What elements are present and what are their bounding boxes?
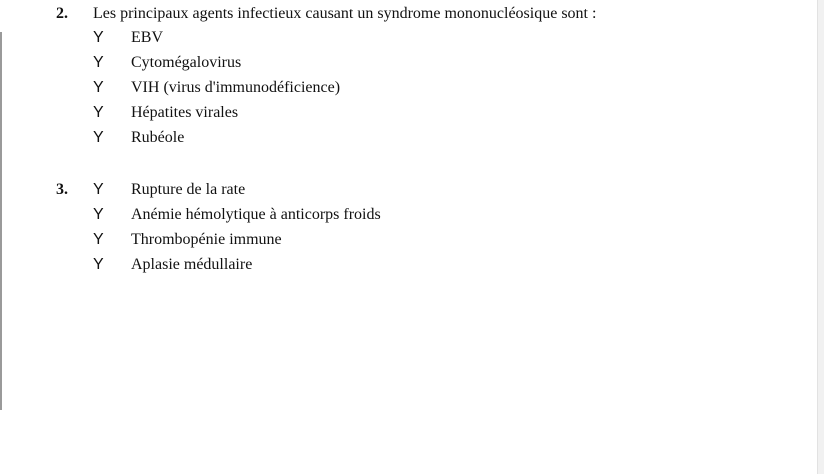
- option-marker: Y: [93, 256, 104, 273]
- right-scroll-edge: [817, 0, 824, 474]
- option-row: [0, 28, 700, 48]
- question-number: 2.: [56, 5, 68, 22]
- option-marker: Y: [93, 79, 104, 96]
- option-row: [0, 180, 700, 200]
- option-row: [0, 53, 700, 73]
- option-text: VIH (virus d'immunodéficience): [131, 79, 341, 96]
- option-marker: Y: [93, 206, 104, 223]
- option-row: [0, 103, 700, 123]
- option-text: Hépatites virales: [131, 104, 239, 121]
- option-text: Rupture de la rate: [131, 181, 246, 198]
- option-row: [0, 205, 700, 225]
- option-text: Rubéole: [131, 129, 185, 146]
- option-text: Cytomégalovirus: [131, 54, 242, 71]
- question-number: 3.: [56, 181, 68, 198]
- question-prompt: Les principaux agents infectieux causant un syndrome mononucléosique sont :: [93, 5, 597, 22]
- option-row: [0, 230, 700, 250]
- option-row: [0, 255, 700, 275]
- option-row: [0, 78, 700, 98]
- option-text: Aplasie médullaire: [131, 256, 253, 273]
- option-row: [0, 128, 700, 148]
- option-text: EBV: [131, 29, 163, 46]
- option-marker: Y: [93, 129, 104, 146]
- option-marker: Y: [93, 181, 104, 198]
- option-marker: Y: [93, 54, 104, 71]
- option-text: Thrombopénie immune: [131, 231, 282, 248]
- option-marker: Y: [93, 104, 104, 121]
- option-marker: Y: [93, 29, 104, 46]
- option-text: Anémie hémolytique à anticorps froids: [131, 206, 381, 223]
- option-marker: Y: [93, 231, 104, 248]
